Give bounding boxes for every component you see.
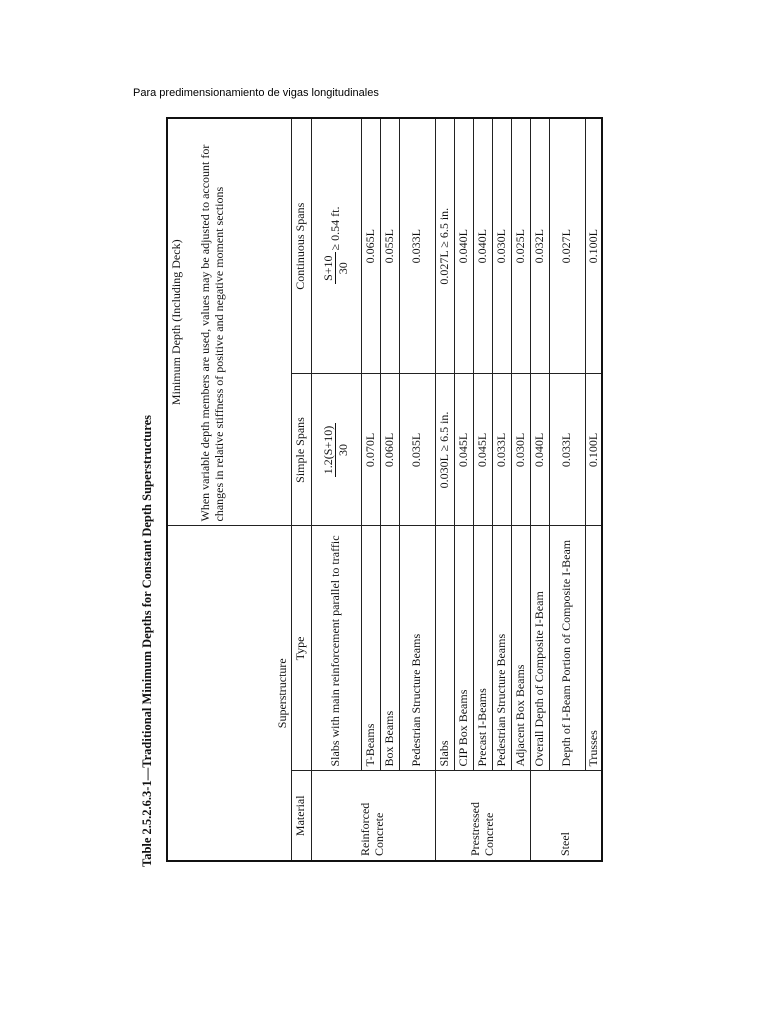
continuous-spans-header: Continuous Spans xyxy=(291,118,311,374)
continuous-span-value: 0.055L xyxy=(380,118,399,374)
type-cell: Precast I-Beams xyxy=(473,526,492,771)
simple-span-value: 0.030L ≥ 6.5 in. xyxy=(435,374,454,526)
simple-span-value: 0.045L xyxy=(454,374,473,526)
simple-span-value: 0.045L xyxy=(473,374,492,526)
minimum-depth-header: Minimum Depth (Including Deck) xyxy=(169,239,183,406)
simple-span-value: 0.100L xyxy=(585,374,602,526)
material-prestressed-concrete: Prestressed Concrete xyxy=(435,771,530,861)
simple-span-formula xyxy=(311,374,361,526)
continuous-span-value: 0.040L xyxy=(454,118,473,374)
min-depth-table xyxy=(166,117,603,862)
type-cell: Slabs xyxy=(435,526,454,771)
type-cell: T-Beams xyxy=(361,526,380,771)
simple-span-value: 0.060L xyxy=(380,374,399,526)
continuous-span-value: 0.032L xyxy=(530,118,549,374)
continuous-span-formula xyxy=(311,118,361,374)
continuous-span-value: 0.033L xyxy=(399,118,435,374)
simple-span-value: 0.033L xyxy=(492,374,511,526)
rotated-table-container xyxy=(166,119,600,862)
continuous-span-value: 0.027L xyxy=(549,118,585,374)
type-cell: Pedestrian Structure Beams xyxy=(399,526,435,771)
simple-span-value: 0.030L xyxy=(511,374,530,526)
continuous-span-value: 0.100L xyxy=(585,118,602,374)
continuous-span-value: 0.027L ≥ 6.5 in. xyxy=(435,118,454,374)
type-cell: Box Beams xyxy=(380,526,399,771)
type-cell: Pedestrian Structure Beams xyxy=(492,526,511,771)
table-title: Table 2.5.2.6.3-1—Traditional Minimum Depths for Constant Depth Superstructures xyxy=(140,415,154,867)
simple-spans-header: Simple Spans xyxy=(291,374,311,526)
variable-depth-note: When variable depth members are used, values may be adjusted to account for changes in relative stiffness of positive and negative moment sections xyxy=(197,144,227,522)
type-header: Type xyxy=(291,526,311,771)
type-cell: Depth of I-Beam Portion of Composite I-Beam xyxy=(549,526,585,771)
simple-formula-denominator: 30 xyxy=(336,443,350,456)
type-cell: Overall Depth of Composite I-Beam xyxy=(530,526,549,771)
continuous-formula-denominator: 30 xyxy=(336,262,350,275)
continuous-formula-suffix: ≥ 0.54 ft. xyxy=(328,206,343,251)
minimum-depth-header-cell xyxy=(167,118,291,526)
type-cell: CIP Box Beams xyxy=(454,526,473,771)
continuous-span-value: 0.065L xyxy=(361,118,380,374)
superstructure-header: Superstructure xyxy=(167,526,291,861)
continuous-formula-numerator: S+10 xyxy=(322,252,336,283)
simple-span-value: 0.070L xyxy=(361,374,380,526)
continuous-span-value: 0.030L xyxy=(492,118,511,374)
simple-span-value: 0.040L xyxy=(530,374,549,526)
type-cell: Adjacent Box Beams xyxy=(511,526,530,771)
continuous-span-value: 0.025L xyxy=(511,118,530,374)
simple-span-value: 0.035L xyxy=(399,374,435,526)
type-cell: Trusses xyxy=(585,526,602,771)
type-cell: Slabs with main reinforcement parallel to traffic xyxy=(311,526,361,771)
continuous-span-value: 0.040L xyxy=(473,118,492,374)
page-caption: Para predimensionamiento de vigas longitudinales xyxy=(133,87,379,99)
simple-formula-numerator: 1.2(S+10) xyxy=(322,423,336,477)
material-header: Material xyxy=(291,771,311,861)
simple-span-value: 0.033L xyxy=(549,374,585,526)
material-steel: Steel xyxy=(530,771,602,861)
material-reinforced-concrete: Reinforced Concrete xyxy=(311,771,435,861)
